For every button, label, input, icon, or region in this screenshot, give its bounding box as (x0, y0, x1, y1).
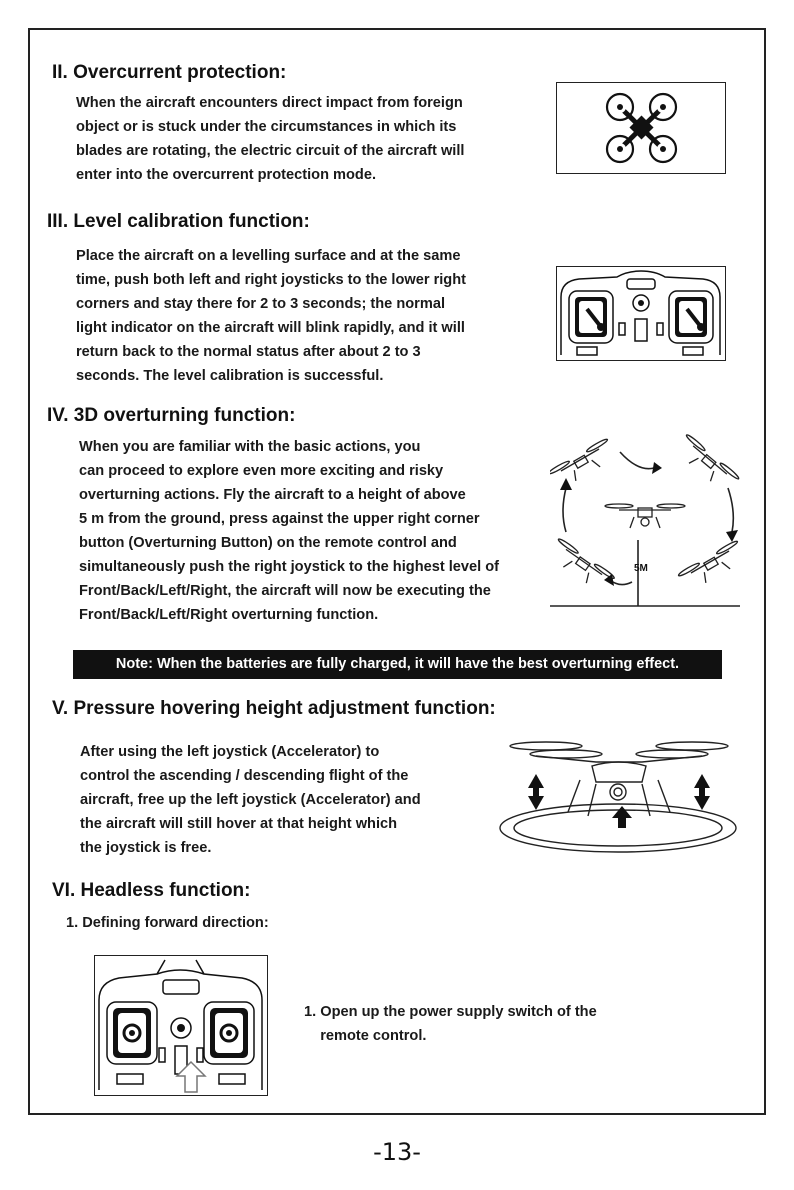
remote-controller-icon (557, 267, 724, 359)
drone-top-icon (557, 83, 724, 172)
text-line: Front/Back/Left/Right, the aircraft will now be executing the (79, 583, 491, 599)
section-body-overcurrent (76, 91, 464, 187)
text-line: time, push both left and right joysticks to the lower right (76, 272, 466, 288)
section-body-level-calibration (76, 244, 466, 388)
text-line: Place the aircraft on a levelling surface and at the same (76, 248, 461, 264)
remote-power-switch-icon (95, 956, 266, 1094)
text-line: blades are rotating, the electric circuit of the aircraft will (76, 143, 465, 159)
text-line: When the aircraft encounters direct impact from foreign (76, 95, 463, 111)
step-power-on-text (304, 1000, 597, 1048)
text-line: the aircraft will still hover at that height which (80, 816, 398, 832)
text-line: control the ascending / descending flight of the (80, 768, 409, 784)
text-line: aircraft, free up the left joystick (Accelerator) and (80, 792, 421, 808)
overturning-figure (550, 432, 745, 610)
section-heading-headless: VI. Headless function: (52, 880, 251, 901)
text-line: remote control. (304, 1028, 427, 1044)
flip-diagram-icon (550, 432, 745, 610)
text-line: After using the left joystick (Accelerator) to (80, 744, 380, 760)
section-heading-3d-overturning: IV. 3D overturning function: (47, 405, 296, 426)
remote-calibration-figure (556, 266, 726, 361)
text-line: object or is stuck under the circumstances in which its (76, 119, 457, 135)
text-line: can proceed to explore even more exciting and risky (79, 463, 444, 479)
text-line: button (Overturning Button) on the remote control and (79, 535, 457, 551)
height-label: 5M (634, 563, 648, 574)
remote-power-figure (94, 955, 268, 1096)
text-line: When you are familiar with the basic actions, you (79, 439, 421, 455)
section-body-3d-overturning (79, 435, 499, 627)
hovering-figure (496, 732, 740, 856)
hover-diagram-icon (496, 732, 740, 856)
drone-top-view-figure (556, 82, 726, 174)
section-body-pressure-hovering (80, 740, 421, 860)
text-line: the joystick is free. (80, 840, 212, 856)
text-line: enter into the overcurrent protection mode. (76, 167, 377, 183)
page-number: -13- (373, 1138, 421, 1166)
text-line: light indicator on the aircraft will blink rapidly, and it will (76, 320, 465, 336)
subheading-forward-direction: 1. Defining forward direction: (66, 915, 269, 931)
section-heading-level-calibration: III. Level calibration function: (47, 211, 310, 232)
text-line: 5 m from the ground, press against the upper right corner (79, 511, 480, 527)
text-line: return back to the normal status after about 2 to 3 (76, 344, 421, 360)
text-line: overturning actions. Fly the aircraft to a height of above (79, 487, 466, 503)
text-line: Front/Back/Left/Right overturning function. (79, 607, 379, 623)
text-line: corners and stay there for 2 to 3 seconds; the normal (76, 296, 445, 312)
section-heading-pressure-hovering: V. Pressure hovering height adjustment function: (52, 698, 496, 719)
text-line: seconds. The level calibration is successful. (76, 368, 384, 384)
note-banner: Note: When the batteries are fully charged, it will have the best overturning effect. (73, 650, 722, 679)
text-line: 1. Open up the power supply switch of the (304, 1004, 597, 1020)
section-heading-overcurrent: II. Overcurrent protection: (52, 62, 287, 83)
text-line: simultaneously push the right joystick to the highest level of (79, 559, 500, 575)
